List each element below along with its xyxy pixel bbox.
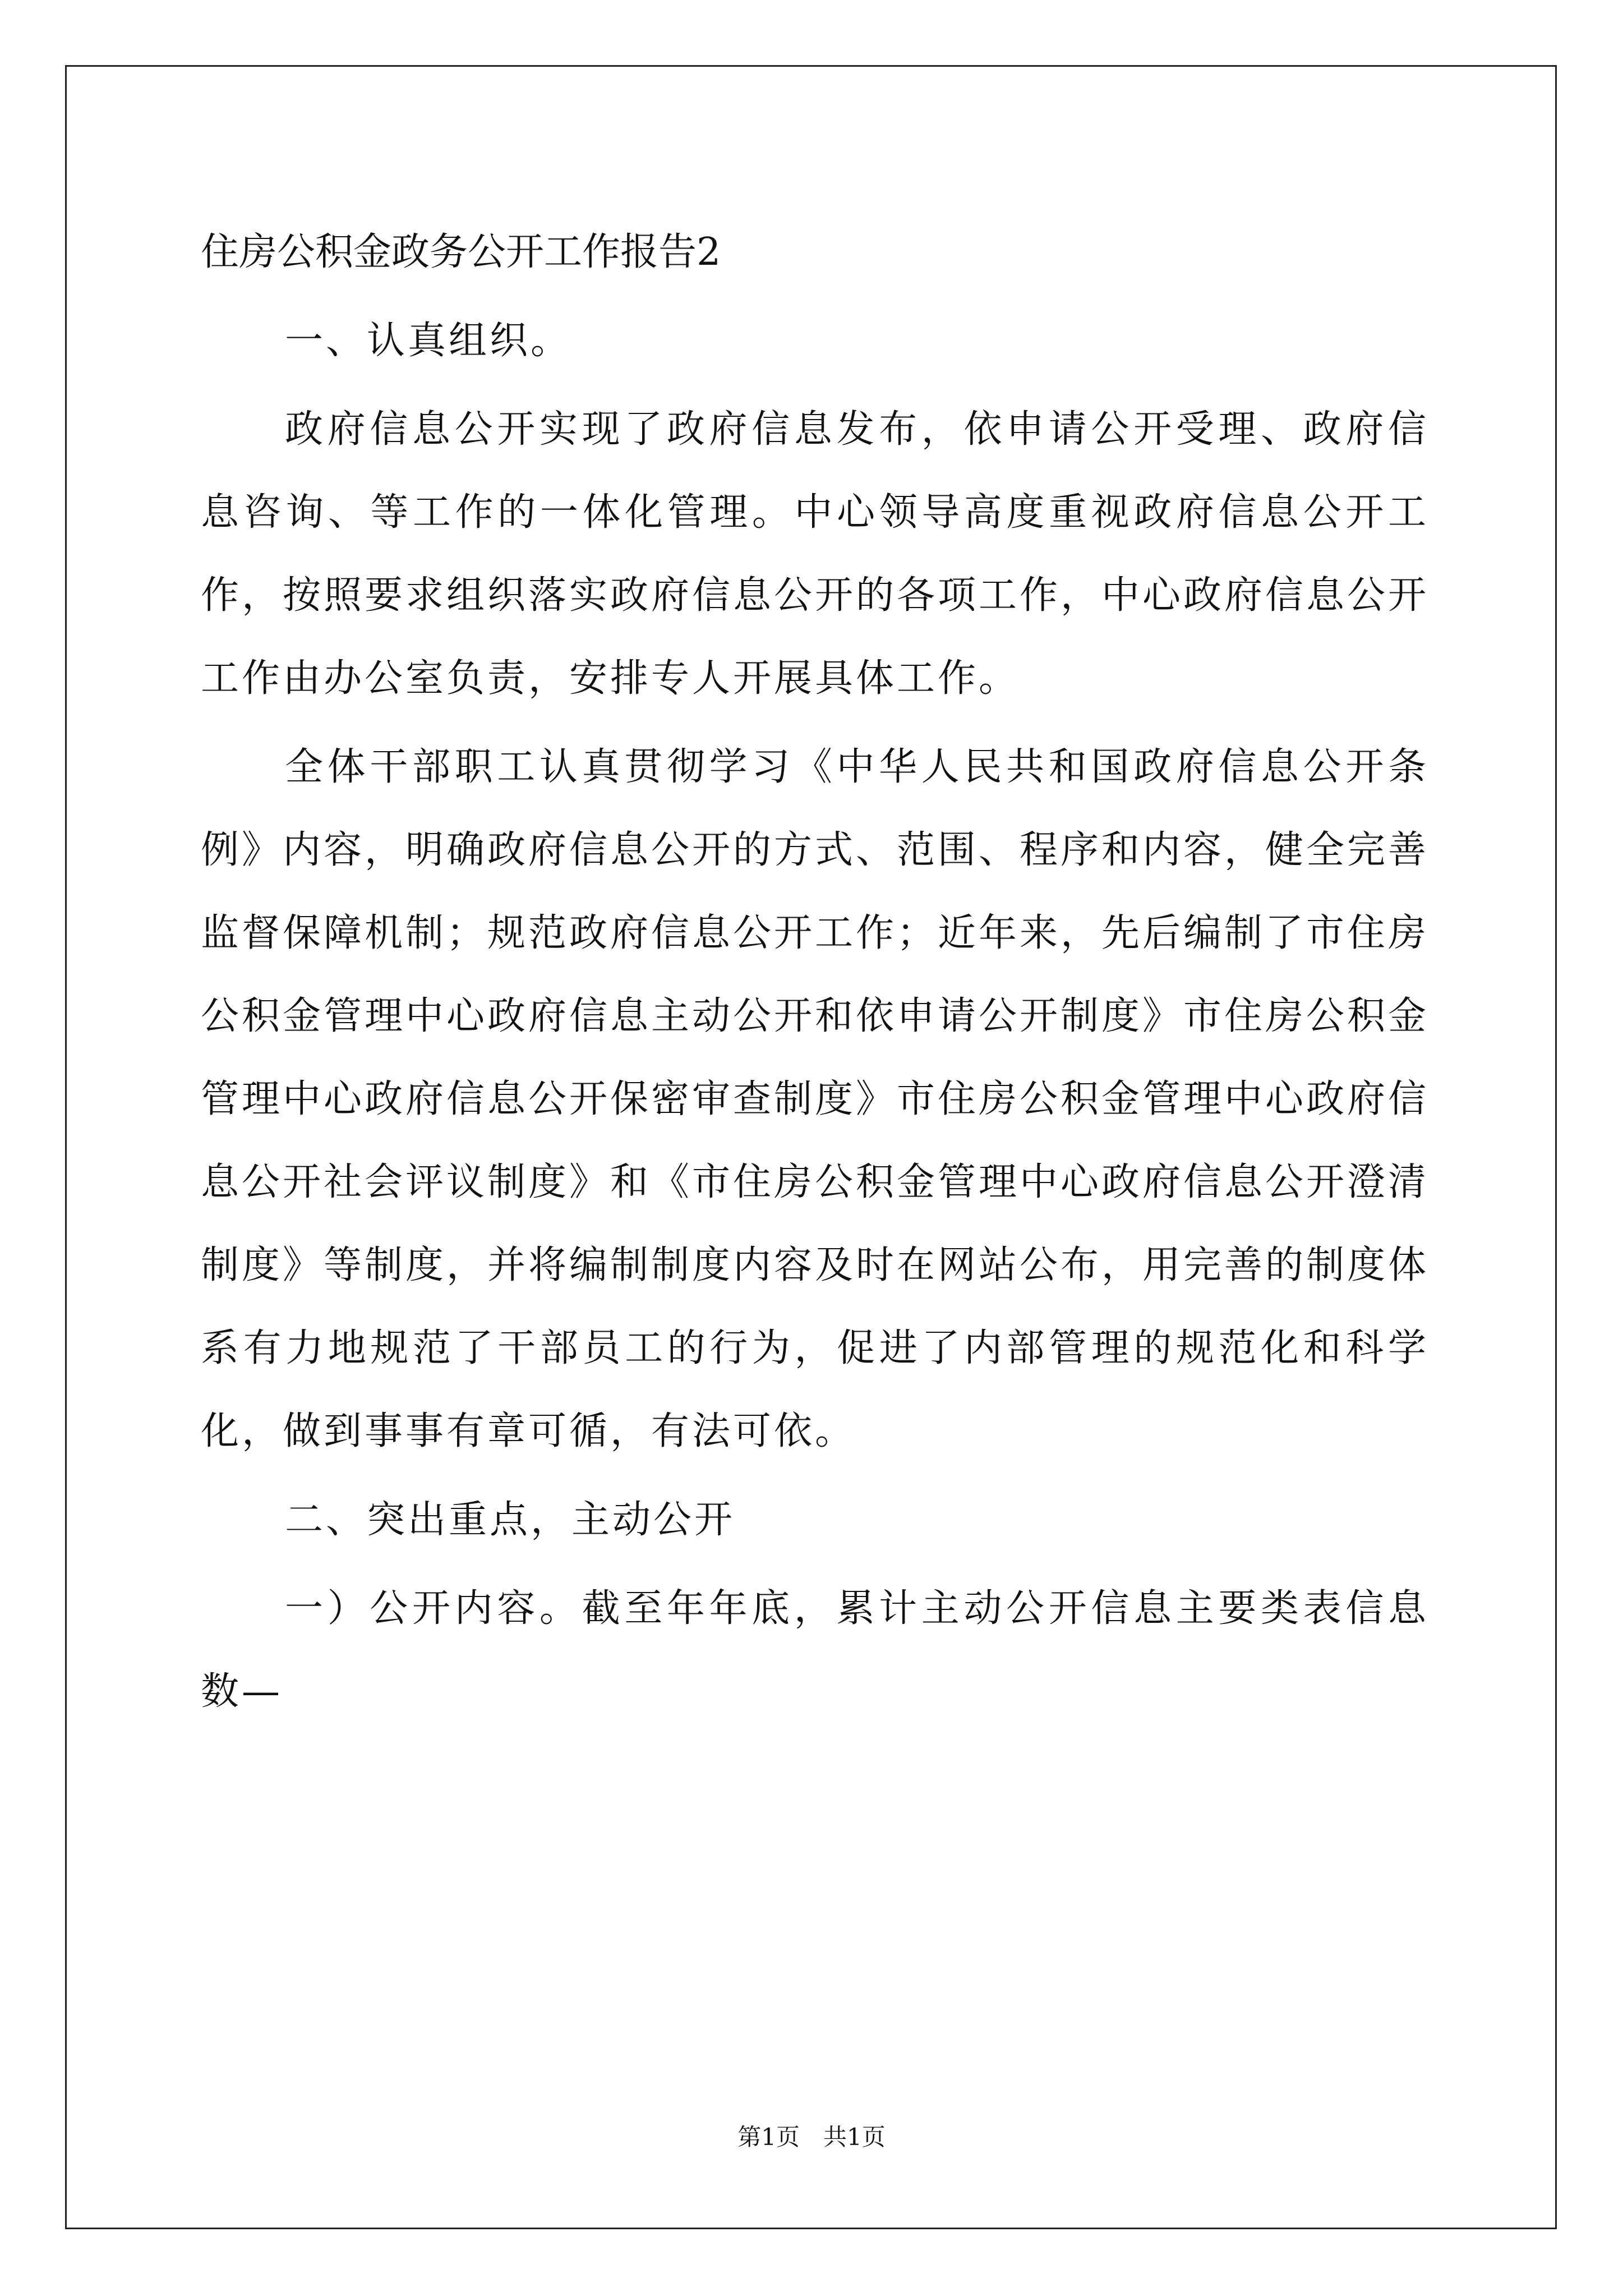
section-heading-key-points: 二、突出重点，主动公开 (285, 1498, 736, 1542)
paragraph-info-disclosure: 政府信息公开实现了政府信息发布，依申请公开受理、政府信息咨询、等工作的一体化管理。中心领导高度重视政府信息公开工作，按照要求组织落实政府信息公开的各项工作，中心政府信息公开工作由办公室负责，安排专人开展具体工作。 (201, 407, 1430, 701)
paragraph-disclosure-content: 一）公开内容。截至年年底，累计主动公开信息主要类表信息数— (201, 1586, 1429, 1714)
document-title: 住房公积金政务公开工作报告2 (201, 230, 721, 274)
section-heading-organize: 一、认真组织。 (285, 319, 572, 363)
document-body (201, 213, 1429, 1733)
paragraph-regulations: 全体干部职工认真贯彻学习《中华人民共和国政府信息公开条例》内容，明确政府信息公开的方式、范围、程序和内容，健全完善监督保障机制；规范政府信息公开工作；近年来，先后编制了市住房公积金管理中心政府信息主动公开和依申请公开制度》市住房公积金管理中心政府信息公开保密审查制度》市住房公积金管理中心政府信息公开社会评议制度》和《市住房公积金管理中心政府信息公开澄清制度》等制度，并将编制制度内容及时在网站公布，用完善的制度体系有力地规范了干部员工的行为，促进了内部管理的规范化和科学化，做到事事有章可循，有法可依。 (201, 745, 1430, 1453)
page-number-footer: 第1页 共1页 (737, 2123, 886, 2151)
